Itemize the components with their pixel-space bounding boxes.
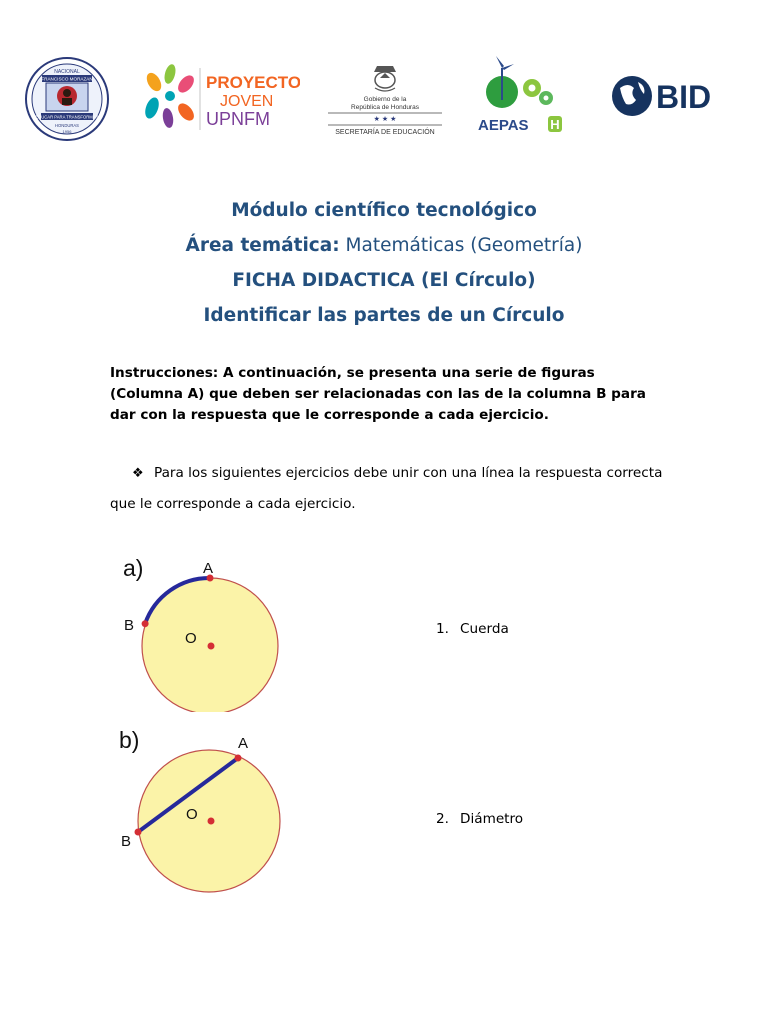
seal-name-text: FRANCISCO MORAZAN — [41, 76, 93, 82]
point-a-label: A — [203, 560, 214, 577]
gobierno-honduras-logo — [322, 58, 448, 138]
upnfm-text: UPNFM — [206, 109, 270, 129]
answer-text: Cuerda — [460, 621, 509, 637]
seal-top-text: NACIONAL — [54, 69, 80, 75]
coat-of-arms-icon — [374, 66, 396, 91]
point-b-left — [135, 829, 142, 836]
point-a-label: A — [238, 735, 249, 752]
answer-text: Diámetro — [460, 811, 524, 827]
aepash-logo — [476, 54, 566, 134]
globe-icon — [612, 76, 652, 116]
wind-turbine-icon — [486, 56, 518, 108]
ficha-title: FICHA DIDACTICA (El Círculo) — [232, 270, 536, 291]
objective-title: Identificar las partes de un Círculo — [203, 305, 565, 326]
center-label: O — [185, 630, 197, 647]
point-a-top — [235, 755, 242, 762]
point-b-label: B — [121, 833, 132, 850]
answer-item-1 — [436, 621, 509, 637]
proyecto-joven-upnfm-logo — [140, 64, 300, 134]
joven-text: JOVEN — [220, 93, 274, 110]
figure-label: a) — [123, 555, 144, 581]
center-point — [208, 818, 215, 825]
point-b-left — [142, 620, 149, 627]
seal-city-text: HONDURAS — [55, 123, 79, 128]
leaf-figures-icon — [143, 64, 197, 129]
center-label: O — [186, 806, 198, 823]
republica-text: República de Honduras — [351, 104, 419, 111]
answer-number: 1. — [436, 621, 449, 637]
seal-year-text: 1956 — [62, 129, 72, 134]
diamond-bullet-icon: ❖ — [132, 466, 144, 481]
gobierno-text: Gobierno de la — [363, 96, 407, 103]
figure-a — [116, 552, 296, 712]
area-tematica-label: Área temática: — [185, 235, 340, 256]
seal-motto-text: EDUCAR PARA TRANSFORMAR — [35, 114, 99, 120]
point-b-label: B — [124, 617, 135, 634]
bid-logo — [610, 72, 740, 120]
aepas-text: AEPAS — [478, 117, 529, 134]
bid-text: BID — [656, 79, 712, 115]
bullet-text: Para los siguientes ejercicios debe unir con una línea la respuesta correcta que le corresponde a cada ejercicio. — [110, 465, 663, 512]
area-tematica-line — [0, 228, 768, 263]
secretaria-text: SECRETARÍA DE EDUCACIÓN — [335, 129, 435, 136]
gears-icon — [523, 79, 553, 105]
figure-label: b) — [119, 727, 140, 753]
school-seal-logo — [24, 56, 110, 142]
module-title: Módulo científico tecnológico — [231, 200, 537, 221]
bullet-instruction — [110, 458, 670, 519]
answer-item-2 — [436, 811, 523, 827]
aepas-h-text: H — [550, 117, 560, 132]
answer-number: 2. — [436, 811, 449, 827]
stars-icon: ★ ★ ★ — [373, 116, 397, 123]
center-point — [208, 643, 215, 650]
title-block — [0, 193, 768, 333]
proyecto-text: PROYECTO — [206, 73, 300, 92]
instructions-paragraph: Instrucciones: A continuación, se presenta una serie de figuras (Columna A) que deben ser relacionadas con las de la columna B para dar con la respuesta que le corresponde a cada ejercicio. — [110, 365, 646, 423]
area-tematica-value: Matemáticas (Geometría) — [339, 235, 583, 256]
figure-b — [116, 724, 296, 896]
